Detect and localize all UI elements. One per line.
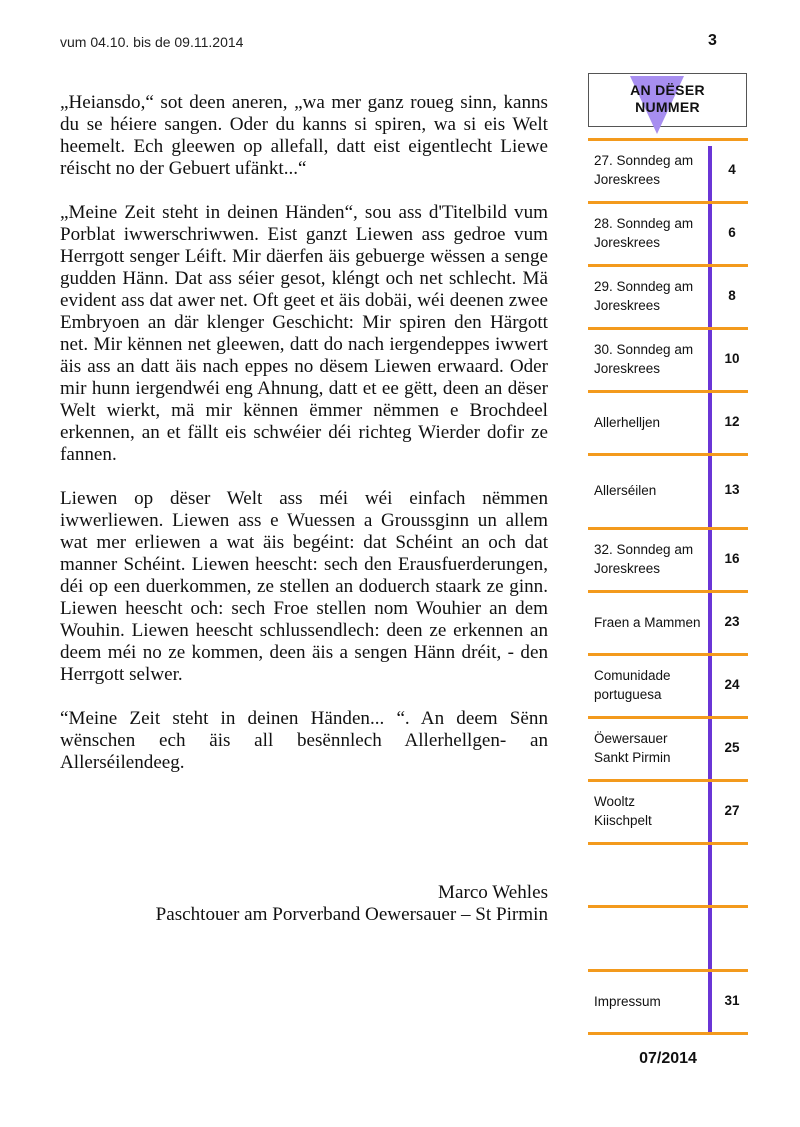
toc-item[interactable] <box>588 138 748 201</box>
toc-title-line: NUMMER <box>635 99 700 115</box>
toc-item-page: 8 <box>728 287 736 303</box>
toc-item-page: 10 <box>724 350 740 366</box>
toc-item[interactable] <box>588 905 748 969</box>
article-paragraph: Liewen op dëser Welt ass méi wéi einfach nëmmen iwwerliewen. Liewen ass e Wuessen a Groussginn un allem wat mer erliewen a wat äis begéint: dat Schéint an och dat manner Schéint. Liewen heescht: sech den Erausfuerderungen, déi op een duerkommen, ze stellen an doduerch staark ze ginn. Liewen heescht och: sech Froe stellen nom Wouhier an dem Wouhin. Liewen heescht schlussendlech: deen ze erkennen an deem méi no ze kommen, deen äis a sengen Hänn dréit, - den Herrgott selwer. <box>60 488 548 685</box>
signature-title: Paschtouer am Porverband Oewersauer – St Pirmin <box>155 904 548 925</box>
toc-item-page: 25 <box>724 739 740 755</box>
toc-item[interactable] <box>588 969 748 1032</box>
toc-item-label-line: Impressum <box>594 993 661 1009</box>
toc-title-line: AN DËSER <box>630 82 705 98</box>
toc-item-label-line: Comunidade <box>594 667 671 683</box>
article-paragraph: „Heiansdo,“ sot deen aneren, „wa mer ganz roueg sinn, kanns du se héiere sangen. Oder du kanns si spiren, wa si eis Welt heemelt. Ech gleewen op allefall, datt eist eigentlecht Liewe réischt no der Gebuert ufänkt...“ <box>60 92 548 179</box>
toc-item[interactable] <box>588 779 748 842</box>
toc-item-page: 31 <box>724 992 740 1008</box>
signature <box>156 882 548 926</box>
toc-item-page: 27 <box>724 802 740 818</box>
toc-item-label <box>594 540 706 578</box>
toc-item-page: 12 <box>724 413 740 429</box>
toc-item-label <box>594 613 706 632</box>
toc-item-label <box>594 792 706 830</box>
toc-item-label-line: 28. Sonndeg am <box>594 215 694 231</box>
toc-item-label-line: Allerséilen <box>594 483 657 498</box>
toc-item-label-line: Joreskrees <box>594 360 661 376</box>
toc-item-label-line: 30. Sonndeg am <box>594 341 694 357</box>
toc-item-label <box>594 666 706 704</box>
toc-item-label-line: Öewersauer <box>594 730 668 746</box>
toc-item[interactable] <box>588 653 748 716</box>
toc-item[interactable] <box>588 390 748 453</box>
toc-item-label <box>594 214 706 252</box>
toc-item-label-line: portuguesa <box>594 686 662 702</box>
toc-item-label-line: 29. Sonndeg am <box>594 278 694 294</box>
article-paragraph: „Meine Zeit steht in deinen Händen“, sou ass d'Titelbild vum Porblat iwwerschriwwen. Eist ganzt Liewen ass gedroe vum Herrgott senger Léift. Mir däerfen äis gebuerge wëssen a senge gudden Hänn. Dat ass séier gesot, kléngt och net schlecht. Mä evident ass dat awer net. Oft geet et äis dobäi, wéi deenen zwee Embryoen an där klenger Geschicht: Mir spiren den Härgott net. Mir kënnen net gleewen, datt do nach iergendeppes iwwert äis ass an datt äis nach eppes no dësem Liewen erwaard. Oder mir hunn iergendwéi eng Ahnung, datt et ee gëtt, deen an dëser Welt wierkt, mä mir kënnen ëmmer nëmmen e Brochdeel erkennen, an et fällt eis schwéier déi richteg Wierder dofir ze fannen. <box>60 202 548 465</box>
toc-item-label-line: Kiischpelt <box>594 812 652 828</box>
toc-item-page: 16 <box>724 550 740 566</box>
toc-title <box>589 82 746 116</box>
toc-item-label <box>594 729 706 767</box>
issue-number: 07/2014 <box>639 1050 697 1067</box>
toc-item[interactable] <box>588 716 748 779</box>
toc-separator <box>588 1032 748 1035</box>
header-date: vum 04.10. bis de 09.11.2014 <box>60 34 244 50</box>
toc-item-label <box>594 340 706 378</box>
signature-name: Marco Wehles <box>438 882 548 903</box>
toc-item-label-line: Joreskrees <box>594 234 661 250</box>
toc-item-label-line: 32. Sonndeg am <box>594 541 694 557</box>
article-body <box>60 92 548 796</box>
toc-item-page: 6 <box>728 224 736 240</box>
toc-item-label <box>594 277 706 315</box>
toc-item-label <box>594 481 706 500</box>
toc-item-page: 24 <box>724 676 740 692</box>
toc-item[interactable] <box>588 264 748 327</box>
toc-item[interactable] <box>588 201 748 264</box>
page-number: 3 <box>708 32 717 49</box>
toc-item-label-line: Fraen a Mammen <box>594 614 701 630</box>
toc-item-label-line: Joreskrees <box>594 560 661 576</box>
toc-item-page: 13 <box>724 482 740 497</box>
toc-item[interactable] <box>588 842 748 905</box>
toc-item[interactable] <box>588 327 748 390</box>
table-of-contents <box>585 0 755 1127</box>
toc-item[interactable] <box>588 453 748 527</box>
toc-item-page: 23 <box>724 613 740 629</box>
toc-header-box <box>588 73 747 127</box>
toc-item[interactable] <box>588 527 748 590</box>
toc-item-page: 4 <box>728 161 736 177</box>
toc-item-label-line: Joreskrees <box>594 297 661 313</box>
toc-item-label <box>594 151 706 189</box>
article-paragraph: “Meine Zeit steht in deinen Händen... “. An deem Sënn wënschen ech äis all besënnlech Allerhellgen- an Allerséilendeeg. <box>60 708 548 773</box>
toc-item[interactable] <box>588 590 748 653</box>
toc-item-label-line: Wooltz <box>594 793 636 809</box>
toc-item-label <box>594 992 706 1011</box>
toc-item-label-line: Joreskrees <box>594 171 661 187</box>
toc-item-label-line: 27. Sonndeg am <box>594 152 694 168</box>
toc-item-label-line: Sankt Pirmin <box>594 749 671 765</box>
toc-item-label-line: Allerhelljen <box>594 414 661 430</box>
toc-item-label <box>594 413 706 432</box>
